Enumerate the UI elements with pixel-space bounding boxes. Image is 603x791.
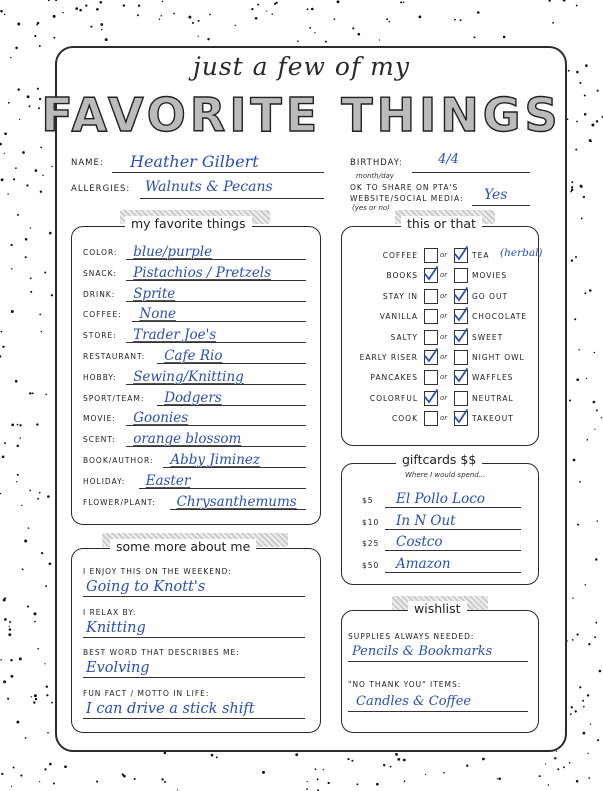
favorite-value[interactable]: Chrysanthemums [176, 493, 297, 510]
ok-value[interactable]: Yes [484, 187, 508, 203]
favorite-label: MOVIE: [83, 414, 116, 424]
wishlist-title: wishlist [408, 601, 467, 616]
this-or-that-note: (herbal) [500, 247, 543, 259]
no-thanks-line [348, 711, 528, 712]
about-value[interactable]: Going to Knott's [86, 579, 206, 595]
about-label: I ENJOY THIS ON THE WEEKEND: [83, 567, 232, 576]
check-mark-icon [452, 327, 470, 345]
check-mark-icon [452, 286, 470, 304]
this-or-that-right-label: GO OUT [472, 291, 509, 301]
giftcard-amount: $50 [362, 560, 380, 570]
this-or-that-left-label: STAY IN [382, 291, 418, 301]
this-or-that-right-label: TEA [472, 251, 490, 260]
favorite-value[interactable]: Pistachios / Pretzels [133, 264, 272, 281]
this-or-that-left-label: PANCAKES [370, 373, 418, 383]
this-or-that-left-checkbox[interactable] [424, 248, 438, 263]
this-or-that-left-checkbox[interactable] [424, 309, 438, 324]
favorite-label: SCENT: [83, 435, 116, 445]
favorite-label: DRINK: [83, 289, 116, 299]
favorite-label: SPORT/TEAM: [83, 393, 145, 403]
ok-note: (yes or no) [352, 204, 390, 212]
this-or-that-left-label: COOK [392, 414, 418, 424]
this-or-that-or: or [440, 353, 448, 361]
giftcard-value[interactable]: In N Out [396, 512, 456, 529]
check-mark-icon [452, 306, 470, 324]
favorite-value[interactable]: blue/purple [133, 244, 213, 260]
big-title: FAVORITE THINGS [41, 88, 562, 142]
giftcard-line [385, 550, 521, 551]
favorite-value[interactable]: Cafe Rio [164, 348, 223, 364]
about-line [83, 677, 305, 678]
favorite-value[interactable]: None [139, 306, 177, 323]
this-or-that-or: or [440, 271, 448, 280]
about-title: some more about me [110, 539, 256, 554]
this-or-that-right-label: CHOCOLATE [472, 312, 528, 322]
favorite-value[interactable]: orange blossom [133, 431, 242, 448]
allergies-value[interactable]: Walnuts & Pecans [145, 179, 273, 195]
this-or-that-or: or [440, 373, 448, 382]
ok-label-line1: OK TO SHARE ON PTA'S [350, 183, 459, 192]
this-or-that-right-checkbox[interactable] [454, 268, 468, 283]
favorite-value[interactable]: Sprite [133, 285, 176, 302]
this-or-that-or: or [440, 332, 448, 341]
about-line [83, 596, 305, 597]
about-value[interactable]: I can drive a stick shift [86, 700, 255, 717]
name-label: NAME: [71, 158, 104, 168]
favorite-label: SNACK: [83, 268, 118, 278]
favorite-label: RESTAURANT: [83, 352, 146, 361]
supplies-label: SUPPLIES ALWAYS NEEDED: [348, 632, 475, 641]
this-or-that-left-checkbox[interactable] [424, 411, 438, 426]
about-label: I RELAX BY: [83, 607, 137, 617]
favorite-label: STORE: [83, 331, 117, 341]
this-or-that-right-checkbox[interactable] [454, 391, 468, 406]
favorites-title: my favorite things [125, 216, 252, 231]
favorite-value[interactable]: Abby Jiminez [170, 452, 260, 468]
this-or-that-right-label: MOVIES [472, 271, 508, 281]
name-value[interactable]: Heather Gilbert [130, 152, 259, 171]
birthday-label: BIRTHDAY: [350, 158, 403, 168]
this-or-that-or: or [440, 312, 448, 321]
this-or-that-left-label: SALTY [390, 332, 418, 342]
allergies-label: ALLERGIES: [71, 184, 131, 194]
this-or-that-right-label: SWEET [472, 332, 504, 342]
birthday-note: month/day [356, 172, 394, 180]
favorite-label: FLOWER/PLANT: [83, 497, 156, 507]
check-mark-icon [422, 265, 440, 283]
giftcard-value[interactable]: Amazon [396, 555, 451, 572]
check-mark-icon [422, 388, 440, 406]
this-or-that-left-label: COLORFUL [369, 393, 418, 403]
supplies-value[interactable]: Pencils & Bookmarks [352, 644, 493, 659]
giftcard-line [385, 529, 521, 530]
wishlist-box [341, 610, 539, 733]
allergies-line [140, 198, 324, 199]
this-or-that-left-label: VANILLA [379, 312, 418, 322]
giftcard-amount: $25 [362, 539, 380, 548]
giftcards-title: giftcards $$ [396, 452, 482, 467]
this-or-that-left-label: EARLY RISER [359, 353, 418, 362]
supplies-line [348, 661, 528, 662]
favorite-label: HOLIDAY: [83, 476, 126, 486]
about-value[interactable]: Evolving [86, 660, 150, 676]
about-value[interactable]: Knitting [86, 619, 146, 636]
giftcard-amount: $10 [362, 517, 380, 527]
birthday-line [412, 172, 530, 173]
favorite-value[interactable]: Dodgers [164, 389, 222, 406]
favorite-value[interactable]: Easter [145, 472, 191, 489]
this-or-that-title: this or that [401, 216, 482, 231]
favorite-label: COLOR: [83, 248, 118, 257]
this-or-that-left-label: BOOKS [386, 271, 418, 281]
this-or-that-left-checkbox[interactable] [424, 330, 438, 345]
giftcard-line [385, 507, 521, 508]
this-or-that-left-checkbox[interactable] [424, 370, 438, 385]
favorite-label: BOOK/AUTHOR: [83, 456, 154, 465]
birthday-value[interactable]: 4/4 [438, 152, 459, 167]
giftcards-subtitle: Where I would spend... [405, 471, 486, 479]
favorite-value[interactable]: Trader Joe's [133, 327, 217, 344]
favorite-value[interactable]: Goonies [133, 410, 189, 427]
about-label: FUN FACT / MOTTO IN LIFE: [83, 688, 210, 698]
this-or-that-or: or [440, 291, 448, 300]
about-line [83, 637, 305, 638]
check-mark-icon [422, 347, 440, 365]
check-mark-icon [452, 245, 470, 263]
giftcard-amount: $5 [362, 496, 374, 505]
check-mark-icon [452, 367, 470, 385]
ok-label-line2: WEBSITE/SOCIAL MEDIA: [350, 194, 464, 203]
this-or-that-left-label: COFFEE [382, 251, 418, 260]
check-mark-icon [452, 408, 470, 426]
ok-line [472, 205, 530, 206]
this-or-that-left-checkbox[interactable] [424, 289, 438, 304]
giftcard-value[interactable]: Costco [396, 534, 443, 550]
giftcard-value[interactable]: El Pollo Loco [396, 491, 485, 507]
favorite-label: HOBBY: [83, 372, 117, 382]
this-or-that-right-label: TAKEOUT [472, 414, 514, 424]
this-or-that-right-label: WAFFLES [472, 373, 514, 383]
this-or-that-right-label: NIGHT OWL [472, 353, 525, 362]
this-or-that-right-label: NEUTRAL [472, 393, 514, 403]
favorite-value[interactable]: Sewing/Knitting [133, 368, 244, 385]
name-line [112, 172, 324, 173]
this-or-that-or: or [440, 414, 448, 423]
about-label: BEST WORD THAT DESCRIBES ME: [83, 648, 240, 657]
this-or-that-right-checkbox[interactable] [454, 350, 468, 365]
this-or-that-or: or [440, 393, 448, 402]
about-line [83, 718, 305, 719]
giftcard-line [385, 572, 521, 573]
script-title: just a few of my [192, 52, 410, 81]
favorite-label: COFFEE: [83, 310, 122, 320]
no-thanks-value[interactable]: Candles & Coffee [356, 694, 472, 709]
this-or-that-or: or [440, 251, 448, 259]
no-thanks-label: "NO THANK YOU" ITEMS: [348, 680, 462, 689]
